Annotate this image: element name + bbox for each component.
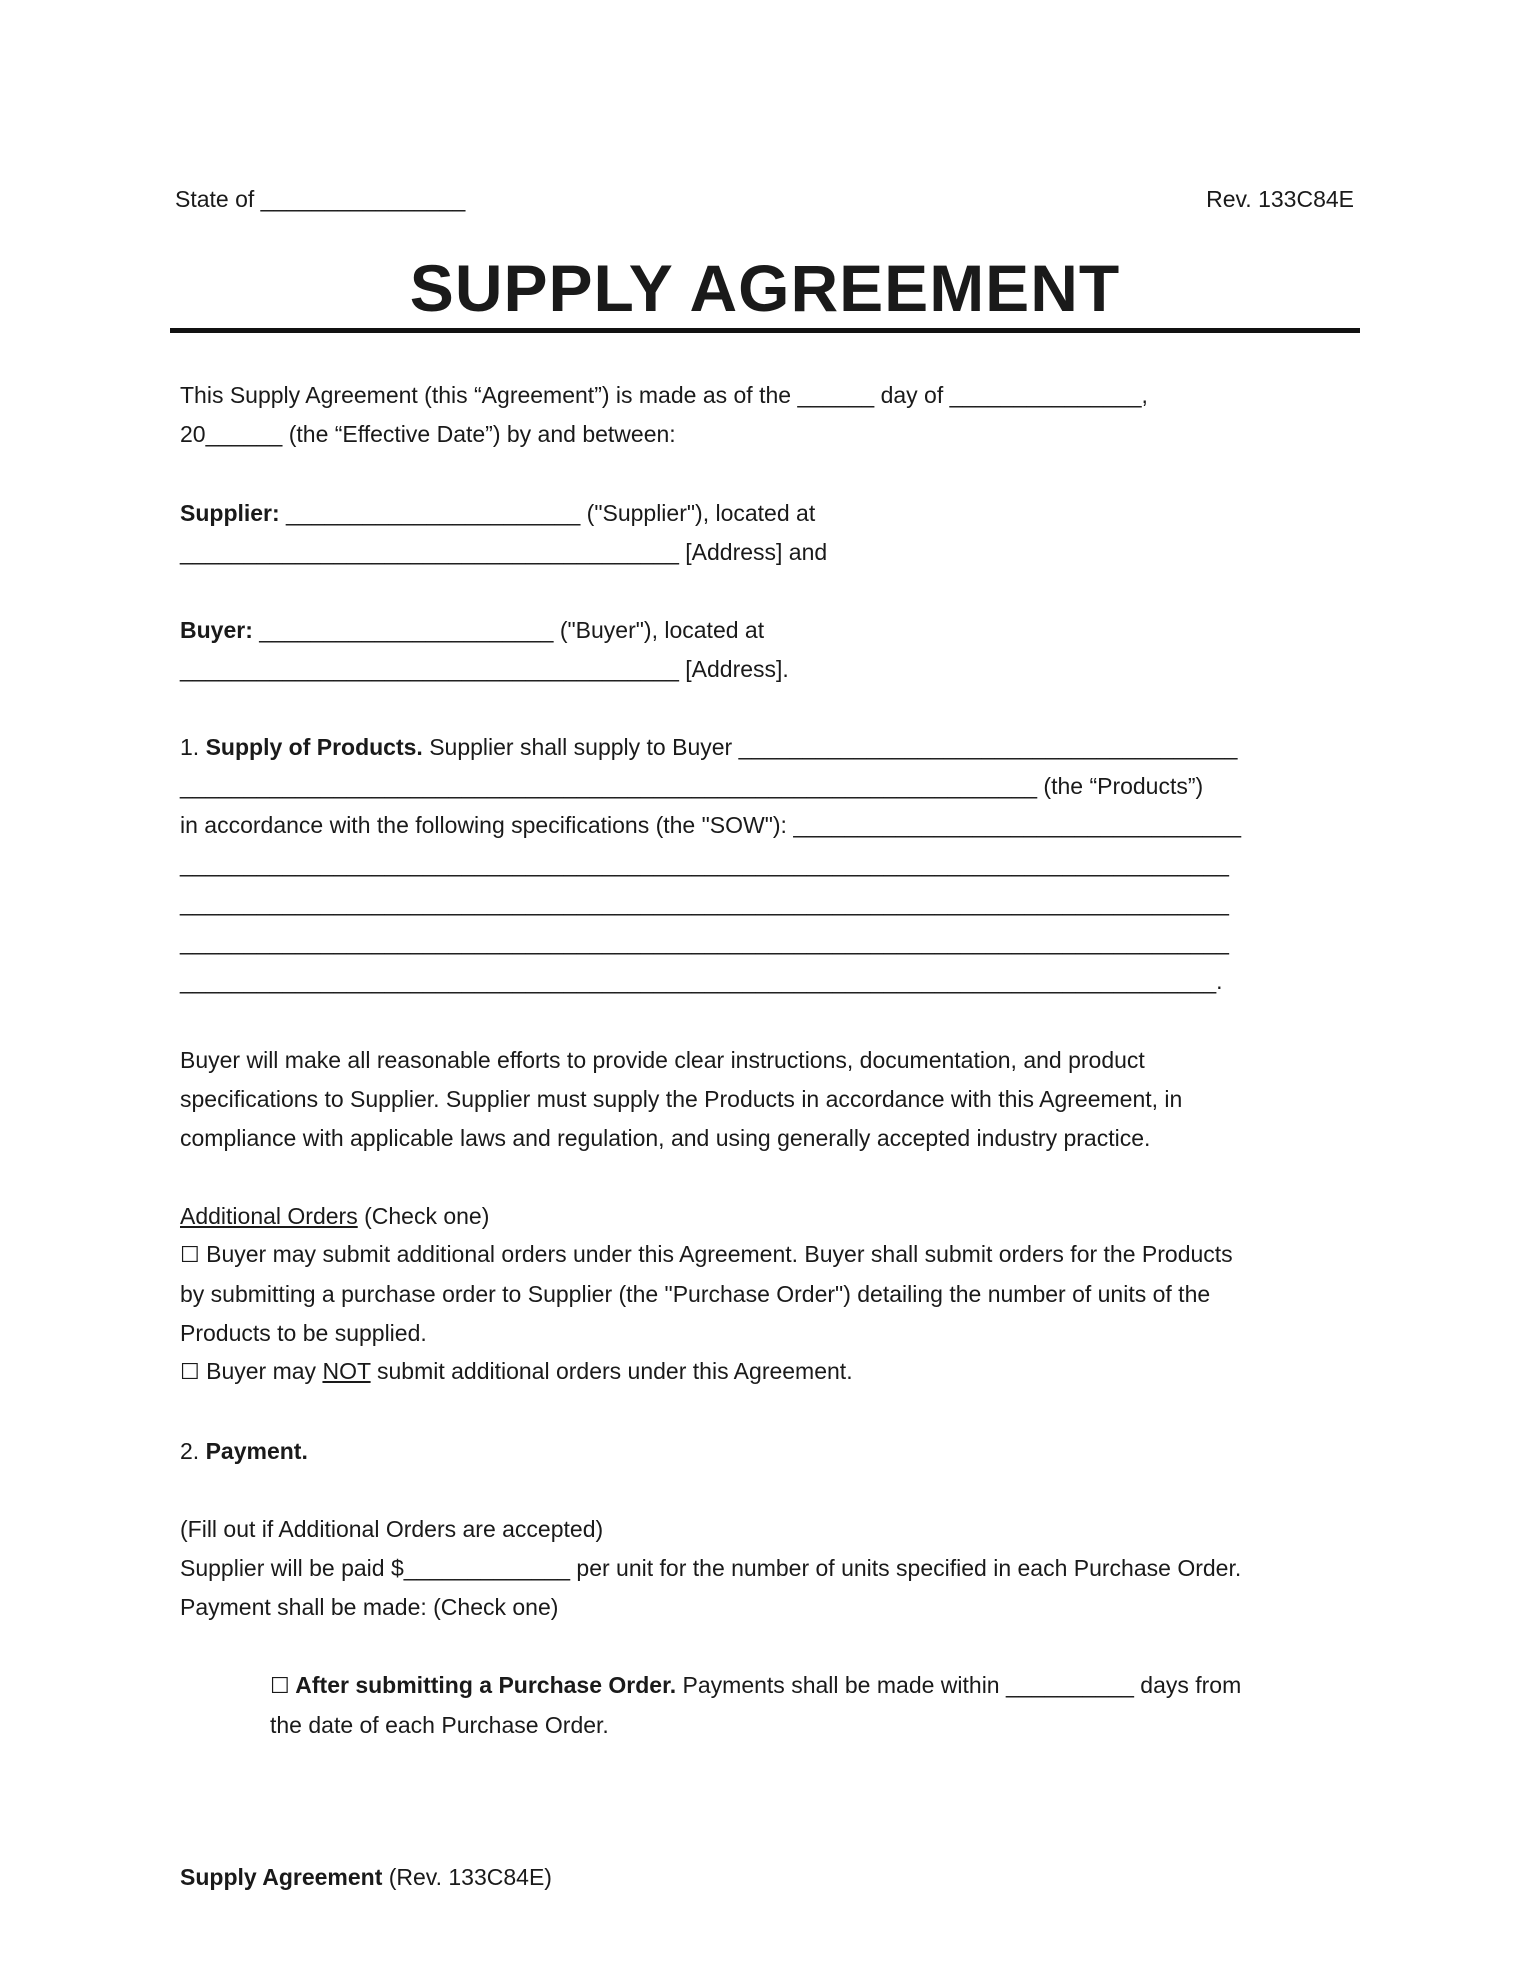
- title-divider: [170, 328, 1360, 333]
- sow-blank-line-4: _________________________________________________________________________________.: [180, 968, 1223, 994]
- payment-rate-line: Supplier will be paid $_____________ per unit for the number of units specified in each Purchase Order.: [180, 1555, 1242, 1581]
- supplier-label: Supplier:: [180, 500, 280, 526]
- checkbox-icon[interactable]: ☐: [270, 1674, 290, 1699]
- additional-orders-option-1-line-2: by submitting a purchase order to Supplier (the "Purchase Order") detailing the number of units of the: [180, 1281, 1211, 1307]
- section-1-heading: Supply of Products.: [205, 734, 423, 760]
- section-1-paragraph-line-3: compliance with applicable laws and regulation, and using generally accepted industry practice.: [180, 1125, 1151, 1151]
- footer-title: Supply Agreement: [180, 1864, 383, 1890]
- sow-blank-line-1: __________________________________________________________________________________: [180, 851, 1229, 877]
- revision-number: Rev. 133C84E: [1206, 186, 1354, 212]
- additional-orders-heading: Additional Orders: [180, 1203, 358, 1229]
- sow-blank-line-2: __________________________________________________________________________________: [180, 890, 1229, 916]
- payment-option-1-text: Payments shall be made within __________ days from: [676, 1672, 1242, 1698]
- option-2-pre: Buyer may: [199, 1358, 323, 1384]
- additional-orders-heading-line: [180, 1197, 489, 1235]
- additional-orders-note: (Check one): [357, 1203, 490, 1229]
- payment-option-1-heading: After submitting a Purchase Order.: [289, 1672, 677, 1698]
- section-1-text: Supplier shall supply to Buyer _______________________________________: [422, 734, 1238, 760]
- payment-method-line: Payment shall be made: (Check one): [180, 1594, 559, 1620]
- buyer-address-line: _______________________________________ [Address].: [180, 656, 789, 682]
- option-2-post: submit additional orders under this Agreement.: [370, 1358, 853, 1384]
- footer-revision: (Rev. 133C84E): [382, 1864, 552, 1890]
- additional-orders-option-1-line-3: Products to be supplied.: [180, 1320, 427, 1346]
- section-2-number: 2.: [180, 1438, 206, 1464]
- option-2-not: NOT: [322, 1358, 371, 1384]
- section-1-line-2: ___________________________________________________________________ (the “Products”): [180, 773, 1204, 799]
- section-2-heading-line: [180, 1432, 308, 1470]
- payment-note: (Fill out if Additional Orders are accepted): [180, 1516, 604, 1542]
- intro-line-1: This Supply Agreement (this “Agreement”) is made as of the ______ day of _______________,: [180, 382, 1148, 408]
- section-2-heading: Payment.: [205, 1438, 308, 1464]
- option-1-text: Buyer may submit additional orders under this Agreement. Buyer shall submit orders for the Products: [199, 1241, 1233, 1267]
- buyer-line-1: [180, 611, 764, 649]
- section-1-line-3: in accordance with the following specifications (the "SOW"): ___________________________________: [180, 812, 1242, 838]
- section-1-line-1: [180, 728, 1237, 766]
- payment-option-1: [270, 1666, 1241, 1706]
- buyer-label: Buyer:: [180, 617, 253, 643]
- state-field: State of ________________: [175, 186, 466, 212]
- checkbox-icon[interactable]: ☐: [180, 1360, 200, 1385]
- buyer-name-blank: _______________________ ("Buyer"), located at: [252, 617, 765, 643]
- additional-orders-option-2: [180, 1352, 853, 1392]
- section-1-paragraph-line-1: Buyer will make all reasonable efforts to provide clear instructions, documentation, and product: [180, 1047, 1145, 1073]
- additional-orders-option-1: [180, 1235, 1233, 1275]
- checkbox-icon[interactable]: ☐: [180, 1243, 200, 1268]
- sow-blank-line-3: __________________________________________________________________________________: [180, 929, 1229, 955]
- supplier-name-blank: _______________________ ("Supplier"), located at: [279, 500, 816, 526]
- section-1-number: 1.: [180, 734, 206, 760]
- document-title: SUPPLY AGREEMENT: [409, 251, 1121, 325]
- section-1-paragraph-line-2: specifications to Supplier. Supplier must supply the Products in accordance with this Agreement, in: [180, 1086, 1183, 1112]
- intro-line-2: 20______ (the “Effective Date”) by and between:: [180, 421, 676, 447]
- payment-option-1-line-2: the date of each Purchase Order.: [270, 1712, 609, 1738]
- supplier-line-1: [180, 494, 815, 532]
- supplier-address-line: _______________________________________ [Address] and: [180, 539, 828, 565]
- footer: [180, 1858, 552, 1896]
